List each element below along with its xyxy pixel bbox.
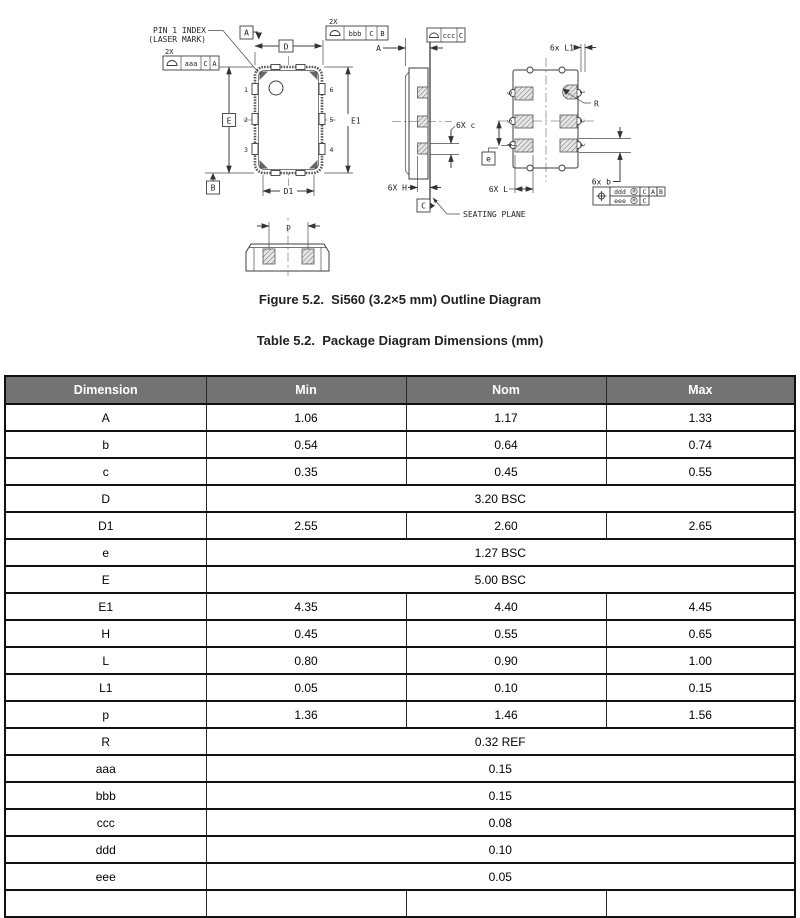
fcf-pos-mod1: M (632, 190, 636, 196)
pin-number: 4 (329, 146, 334, 154)
fcf-aaa-qty: 2X (165, 48, 174, 56)
min-cell: 0.45 (206, 620, 406, 647)
max-cell: 2.65 (606, 512, 795, 539)
table-row (5, 647, 795, 674)
table-caption: Table 5.2. Package Diagram Dimensions (mm) (256, 333, 544, 348)
dim-cell: c (5, 458, 206, 485)
seating-plane-label: SEATING PLANE (463, 210, 526, 219)
pin-number: 6 (506, 91, 514, 95)
fcf-pos-tol1: ddd (614, 187, 626, 196)
pin-number: 3 (578, 143, 586, 147)
table-row (5, 863, 795, 890)
col-header-dimension: Dimension (5, 376, 206, 404)
nom-cell (406, 890, 606, 917)
max-cell: 1.56 (606, 701, 795, 728)
min-cell (206, 890, 406, 917)
pin-number: 2 (578, 119, 586, 123)
dim-cell: R (5, 728, 206, 755)
pin-number: 3 (244, 146, 248, 154)
package-p-view (246, 218, 329, 276)
package-top-view (148, 18, 388, 196)
pin-number: 6 (329, 86, 334, 94)
dim-label-a: A (376, 44, 381, 53)
pin1-index-label: (LASER MARK) (148, 35, 206, 44)
pin-number: 1 (578, 90, 586, 94)
dim-label-r: R (594, 99, 599, 109)
value-cell: 0.10 (206, 836, 795, 863)
table-header-row (5, 376, 795, 404)
dim-cell: eee (5, 863, 206, 890)
fcf-aaa-ref2: A (212, 59, 217, 68)
fcf-position (593, 187, 665, 205)
nom-cell: 0.90 (406, 647, 606, 674)
table-row (5, 485, 795, 512)
fcf-bbb-qty: 2X (329, 18, 338, 26)
max-cell: 0.74 (606, 431, 795, 458)
table-row (5, 404, 795, 431)
fcf-ccc-tol: ccc (442, 31, 456, 40)
nom-cell: 0.10 (406, 674, 606, 701)
dim-cell (5, 890, 206, 917)
datum-c-label: C (421, 201, 426, 211)
dim-label-6x-b: 6x b (591, 177, 611, 187)
col-header-min: Min (206, 376, 406, 404)
dim-cell: D1 (5, 512, 206, 539)
dim-label-p: p (286, 222, 291, 232)
max-cell: 4.45 (606, 593, 795, 620)
max-cell: 0.65 (606, 620, 795, 647)
dim-cell: L (5, 647, 206, 674)
table-row (5, 728, 795, 755)
package-bottom-view (482, 44, 665, 206)
nom-cell: 1.17 (406, 404, 606, 431)
min-cell: 1.06 (206, 404, 406, 431)
table-row (5, 431, 795, 458)
value-cell: 5.00 BSC (206, 566, 795, 593)
dimensions-table (4, 375, 796, 918)
outline-diagram (0, 0, 800, 290)
value-cell: 0.15 (206, 782, 795, 809)
dim-cell: A (5, 404, 206, 431)
nom-cell: 2.60 (406, 512, 606, 539)
value-cell: 0.08 (206, 809, 795, 836)
table-row (5, 782, 795, 809)
max-cell: 0.15 (606, 674, 795, 701)
pin1-index-mark-icon (269, 81, 283, 95)
table-row (5, 539, 795, 566)
value-cell: 1.27 BSC (206, 539, 795, 566)
min-cell: 2.55 (206, 512, 406, 539)
fcf-pos-ref2: A (651, 187, 655, 196)
fcf-ccc-ref1: C (458, 31, 464, 40)
nom-cell: 1.46 (406, 701, 606, 728)
table-row (5, 674, 795, 701)
dim-cell: E1 (5, 593, 206, 620)
dim-label-d1: D1 (283, 187, 294, 196)
datum-a-label: A (244, 28, 249, 38)
nom-cell: 4.40 (406, 593, 606, 620)
fcf-ccc (427, 28, 465, 42)
fcf-bbb-tol: bbb (348, 29, 362, 38)
dim-cell: bbb (5, 782, 206, 809)
nom-cell: 0.64 (406, 431, 606, 458)
min-cell: 0.80 (206, 647, 406, 674)
min-cell: 0.05 (206, 674, 406, 701)
fcf-pos-ref1: C (642, 187, 647, 196)
table-row (5, 512, 795, 539)
dim-cell: b (5, 431, 206, 458)
fcf-pos-ref3: B (659, 187, 663, 196)
table-row-partial (5, 890, 795, 917)
dim-label-d: D (283, 42, 289, 52)
figure-caption: Figure 5.2. Si560 (3.2×5 mm) Outline Diagram (258, 292, 542, 307)
dim-label-6x-l1: 6x L1 (549, 43, 574, 53)
value-cell: 0.15 (206, 755, 795, 782)
dim-label-e: E (226, 116, 232, 126)
fcf-bbb-ref2: B (380, 29, 385, 38)
dim-cell: aaa (5, 755, 206, 782)
datum-b-label: B (210, 183, 216, 193)
pin-number: 1 (244, 86, 248, 94)
pin-number: 2 (244, 116, 248, 124)
dim-cell: D (5, 485, 206, 512)
dim-label-6x-c: 6X c (456, 121, 476, 130)
pin-number: 4 (506, 143, 514, 147)
max-cell: 0.55 (606, 458, 795, 485)
min-cell: 0.54 (206, 431, 406, 458)
fcf-aaa (163, 48, 219, 70)
min-cell: 4.35 (206, 593, 406, 620)
max-cell (606, 890, 795, 917)
fcf-bbb-ref1: C (369, 29, 374, 38)
fcf-aaa-tol: aaa (184, 59, 198, 68)
value-cell: 0.05 (206, 863, 795, 890)
dim-cell: H (5, 620, 206, 647)
nom-cell: 0.55 (406, 620, 606, 647)
fcf-aaa-ref1: C (203, 59, 208, 68)
fcf-pos-mod2: M (632, 199, 636, 205)
nom-cell: 0.45 (406, 458, 606, 485)
dim-cell: p (5, 701, 206, 728)
dim-cell: E (5, 566, 206, 593)
col-header-max: Max (606, 376, 795, 404)
max-cell: 1.33 (606, 404, 795, 431)
dim-label-6x-l: 6X L (488, 185, 508, 194)
table-row (5, 755, 795, 782)
fcf-bbb (326, 18, 388, 40)
dim-label-6x-h: 6X H (387, 183, 407, 193)
dim-cell: ddd (5, 836, 206, 863)
table-row (5, 566, 795, 593)
table-row (5, 809, 795, 836)
dim-label-e-basic: e (486, 154, 491, 164)
table-row (5, 836, 795, 863)
dim-cell: e (5, 539, 206, 566)
value-cell: 0.32 REF (206, 728, 795, 755)
min-cell: 1.36 (206, 701, 406, 728)
fcf-pos-tol2: eee (614, 196, 626, 205)
table-row (5, 593, 795, 620)
col-header-nom: Nom (406, 376, 606, 404)
pin-number: 5 (506, 119, 514, 123)
table-row (5, 458, 795, 485)
dim-label-e1: E1 (351, 116, 361, 126)
value-cell: 3.20 BSC (206, 485, 795, 512)
pin-number: 5 (329, 116, 334, 124)
dim-cell: ccc (5, 809, 206, 836)
max-cell: 1.00 (606, 647, 795, 674)
min-cell: 0.35 (206, 458, 406, 485)
pin1-index-label: PIN 1 INDEX (153, 26, 206, 35)
fcf-pos-ref4: C (642, 196, 647, 205)
table-row (5, 701, 795, 728)
dim-cell: L1 (5, 674, 206, 701)
table-row (5, 620, 795, 647)
